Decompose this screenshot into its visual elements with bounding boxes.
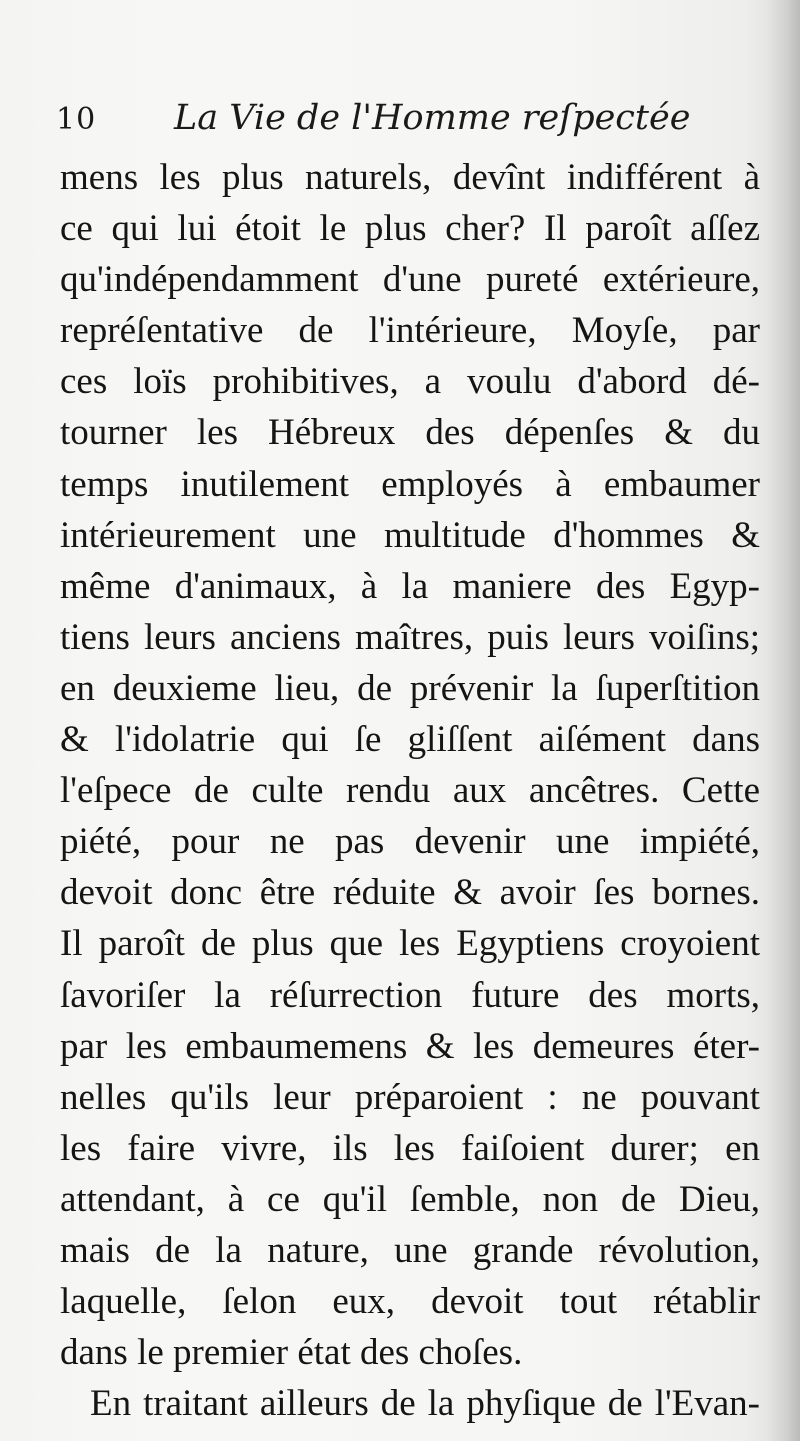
text-line: Il paroît de plus que les Egyptiens croyoient [60,923,760,965]
text-line: devoit donc être réduite & avoir ſes bornes. [60,872,760,914]
text-line: temps inutilement employés à embaumer [60,463,760,505]
page-header [56,98,746,148]
text-line: repréſentative de l'intérieure, Moyſe, par [60,310,760,352]
body-text [60,152,760,1429]
text-line: mais de la nature, une grande révolution, [60,1229,760,1271]
text-line: en deuxieme lieu, de prévenir la ſuperſtition [60,667,760,709]
text-line: tiens leurs anciens maîtres, puis leurs voiſins; [60,616,760,658]
page-number: 10 [56,102,97,137]
text-line: par les embaumemens & les demeures éter- [60,1025,760,1067]
text-line: ce qui lui étoit le plus cher? Il paroît aſſez [60,208,760,250]
text-line: ſavoriſer la réſurrection future des morts, [60,974,760,1016]
text-line: nelles qu'ils leur préparoient : ne pouvant [60,1076,760,1118]
text-line: & l'idolatrie qui ſe gliſſent aiſément dans [60,719,760,761]
paragraph-end-line: dans le premier état des choſes. [60,1332,523,1374]
text-line: l'eſpece de culte rendu aux ancêtres. Cette [60,770,760,812]
text-line: tourner les Hébreux des dépenſes & du [60,412,760,454]
page-edge-shadow [766,0,800,1441]
running-title: La Vie de l'Homme reſpectée [174,98,691,138]
paragraph-start-line: En traitant ailleurs de la phyſique de l'Evan- [90,1383,760,1425]
text-line: mens les plus naturels, devînt indifférent à [60,157,760,198]
text-line: intérieurement une multitude d'hommes & [60,514,760,556]
text-line: attendant, à ce qu'il ſemble, non de Dieu, [60,1178,760,1220]
text-line: laquelle, ſelon eux, devoit tout rétablir [60,1281,760,1323]
text-line: même d'animaux, à la maniere des Egyp- [60,565,760,607]
text-line: piété, pour ne pas devenir une impiété, [60,821,760,863]
text-line: ces loïs prohibitives, a voulu d'abord dé- [60,361,760,403]
text-line: qu'indépendamment d'une pureté extérieure, [60,259,760,301]
text-line: les faire vivre, ils les faiſoient durer; en [60,1127,760,1169]
